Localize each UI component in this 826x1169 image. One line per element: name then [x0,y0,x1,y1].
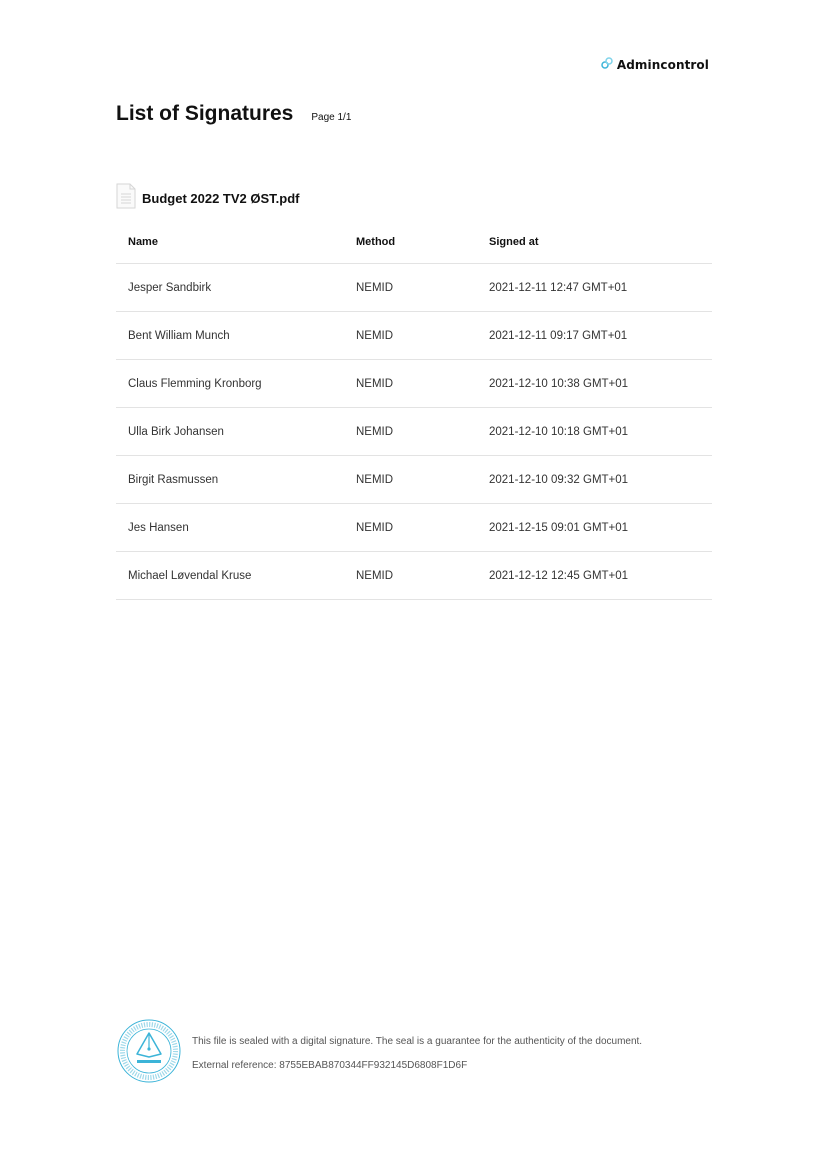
signing-method: NEMID [356,360,489,408]
signer-name: Jesper Sandbirk [116,264,356,312]
seal-text-block [192,1030,642,1078]
digital-seal-icon [116,1018,182,1089]
column-header-signed-at: Signed at [489,220,712,264]
signing-method: NEMID [356,408,489,456]
table-row [116,456,712,504]
external-reference: External reference: 8755EBAB870344FF932145D6808F1D6F [192,1059,468,1071]
table-row [116,552,712,600]
signer-name: Claus Flemming Kronborg [116,360,356,408]
table-row [116,264,712,312]
signing-method: NEMID [356,504,489,552]
page-title: List of Signatures [116,102,294,125]
seal-statement: This file is sealed with a digital signature. The seal is a guarantee for the authenticity of the document. [192,1035,643,1047]
signer-name: Michael Løvendal Kruse [116,552,356,600]
table-row [116,312,712,360]
column-header-name: Name [116,220,356,264]
title-row [116,102,351,126]
page-number: Page 1/1 [311,112,352,123]
signer-name: Jes Hansen [116,504,356,552]
signing-method: NEMID [356,552,489,600]
signing-method: NEMID [356,264,489,312]
file-heading [116,183,299,214]
signer-name: Birgit Rasmussen [116,456,356,504]
column-header-method: Method [356,220,489,264]
admincontrol-logo-text: Admincontrol [616,58,709,72]
table-row [116,408,712,456]
signed-at: 2021-12-10 09:32 GMT+01 [489,456,712,504]
signatures-table [116,220,712,600]
table-header-row [116,220,712,264]
document-icon [116,183,136,214]
signed-at: 2021-12-11 12:47 GMT+01 [489,264,712,312]
table-row [116,360,712,408]
signed-at: 2021-12-10 10:38 GMT+01 [489,360,712,408]
signer-name: Ulla Birk Johansen [116,408,356,456]
table-row [116,504,712,552]
signed-at: 2021-12-12 12:45 GMT+01 [489,552,712,600]
signer-name: Bent William Munch [116,312,356,360]
file-name: Budget 2022 TV2 ØST.pdf [142,191,300,206]
signing-method: NEMID [356,312,489,360]
seal-footer [116,1018,642,1089]
signed-at: 2021-12-10 10:18 GMT+01 [489,408,712,456]
signed-at: 2021-12-11 09:17 GMT+01 [489,312,712,360]
admincontrol-logo [601,56,709,74]
admincontrol-logo-icon [601,56,613,74]
signed-at: 2021-12-15 09:01 GMT+01 [489,504,712,552]
signing-method: NEMID [356,456,489,504]
